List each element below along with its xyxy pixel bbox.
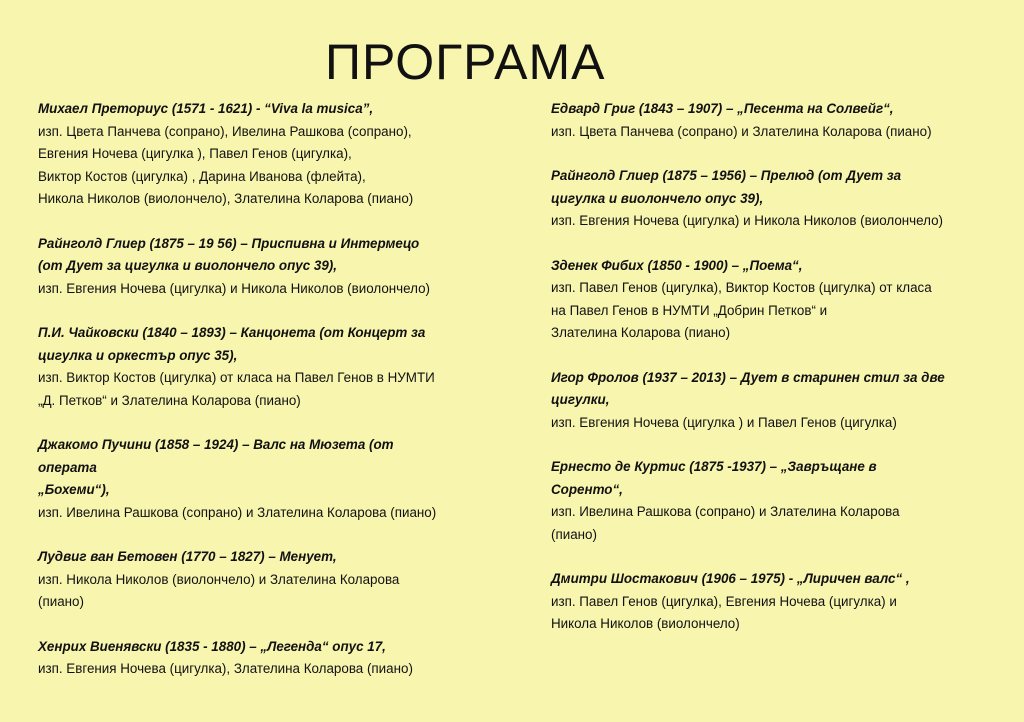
program-item [551, 98, 1001, 143]
program-column-right [551, 98, 1001, 636]
piece-heading: Ернесто де Куртис (1875 -1937) – „Завръщане в [551, 459, 877, 474]
program-item [38, 322, 488, 412]
piece-heading: цигулки, [551, 392, 610, 407]
piece-heading: Игор Фролов (1937 – 2013) – Дует в старинен стил за две [551, 369, 945, 385]
performers-line: Никола Николов (виолончело), Злателина Коларова (пиано) [38, 191, 414, 206]
piece-heading: операта [38, 459, 97, 475]
performers-line: изп. Цвета Панчева (сопрано) и Злателина Коларова (пиано) [551, 123, 932, 139]
piece-heading: Михаел Преториус (1571 - 1621) - “Viva la musica”, [38, 101, 374, 116]
performers-line: изп. Ивелина Рашкова (сопрано) и Злателина Коларова [551, 504, 900, 519]
performers-line: изп. Евгения Ночева (цигулка ) и Павел Генов (цигулка) [551, 414, 897, 430]
page-title: ПРОГРАМА [325, 34, 606, 90]
performers-line: Виктор Костов (цигулка) , Дарина Иванова (флейта), [38, 168, 366, 184]
program-item [38, 546, 488, 614]
performers-line: Евгения Ночева (цигулка ), Павел Генов (цигулка), [38, 146, 352, 161]
piece-heading: цигулка и виолончело опус 39), [551, 190, 764, 206]
piece-heading: Едвард Григ (1843 – 1907) – „Песента на Солвейг“, [551, 101, 894, 116]
piece-heading: „Бохеми“), [38, 482, 110, 497]
performers-line: изп. Никола Николов (виолончело) и Злателина Коларова [38, 571, 400, 587]
performers-line: изп. Ивелина Рашкова (сопрано) и Злателина Коларова (пиано) [38, 504, 437, 520]
performers-line: изп. Евгения Ночева (цигулка) и Никола Николов (виолончело) [38, 280, 431, 296]
piece-heading: Райнголд Глиер (1875 – 19 56) – Приспивна и Интермецо [38, 235, 420, 251]
piece-heading: Джакомо Пучини (1858 – 1924) – Валс на Мюзета (от [38, 437, 394, 452]
piece-heading: Лудвиг ван Бетовен (1770 – 1827) – Менует, [38, 549, 337, 564]
performers-line: „Д. Петков“ и Злателина Коларова (пиано) [38, 392, 301, 408]
program-item [38, 636, 488, 681]
piece-heading: Дмитри Шостакович (1906 – 1975) - „Лиричен валс“ , [551, 571, 910, 586]
program-column-left [38, 98, 488, 681]
performers-line: изп. Евгения Ночева (цигулка) и Никола Николов (виолончело) [551, 213, 944, 228]
performers-line: изп. Виктор Костов (цигулка) от класа на Павел Генов в НУМТИ [38, 370, 435, 385]
program-item [551, 255, 1001, 345]
performers-line: изп. Цвета Панчева (сопрано), Ивелина Рашкова (сопрано), [38, 123, 412, 139]
piece-heading: П.И. Чайковски (1840 – 1893) – Канцонета (от Концерт за [38, 325, 426, 340]
performers-line: (пиано) [38, 594, 84, 609]
piece-heading: цигулка и оркестър опус 35), [38, 347, 238, 363]
piece-heading: Зденек Фибих (1850 - 1900) – „Поема“, [551, 257, 803, 273]
performers-line: Злателина Коларова (пиано) [551, 325, 731, 340]
program-item [38, 233, 488, 301]
program-item [38, 98, 488, 211]
performers-line: Никола Николов (виолончело) [551, 616, 740, 631]
program-item [551, 456, 1001, 546]
piece-heading: Хенрих Виенявски (1835 - 1880) – „Легенда“ опус 17, [38, 638, 386, 654]
performers-line: изп. Павел Генов (цигулка), Виктор Костов (цигулка) от класа [551, 280, 932, 295]
piece-heading: Райнголд Глиер (1875 – 1956) – Прелюд (от Дует за [551, 168, 902, 183]
performers-line: на Павел Генов в НУМТИ „Добрин Петков“ и [551, 302, 828, 318]
program-item [551, 165, 1001, 233]
piece-heading: (от Дует за цигулка и виолончело опус 39), [38, 258, 337, 273]
performers-line: (пиано) [551, 526, 597, 542]
performers-line: изп. Евгения Ночева (цигулка), Злателина Коларова (пиано) [38, 661, 413, 676]
program-item [551, 367, 1001, 435]
performers-line: изп. Павел Генов (цигулка), Евгения Ночева (цигулка) и [551, 593, 897, 609]
piece-heading: Соренто“, [551, 481, 623, 497]
program-item [551, 568, 1001, 636]
program-item [38, 434, 488, 524]
